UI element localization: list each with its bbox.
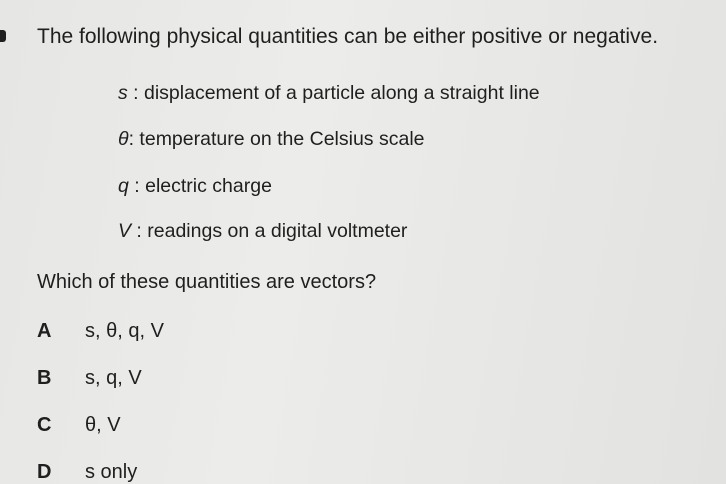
option-text: s only [85, 461, 138, 483]
definition-s [118, 82, 540, 105]
definition-symbol: s [118, 82, 128, 104]
option-letter: D [37, 461, 52, 483]
option-letter: B [37, 367, 52, 389]
question-prompt: Which of these quantities are vectors? [37, 271, 377, 293]
definition-text: : readings on a digital voltmeter [131, 220, 408, 242]
option-d[interactable] [37, 461, 137, 484]
definition-symbol: q [118, 175, 129, 197]
option-letter: C [37, 414, 52, 436]
definition-symbol: θ [118, 128, 129, 150]
option-text: θ, V [85, 414, 121, 436]
question-stem: The following physical quantities can be either positive or negative. [37, 25, 659, 48]
definition-theta [118, 128, 425, 151]
definition-v [118, 220, 407, 243]
definition-symbol: V [118, 220, 132, 242]
option-b[interactable] [37, 367, 142, 390]
definition-text: : displacement of a particle along a straight line [127, 82, 540, 104]
option-text: s, θ, q, V [85, 320, 164, 342]
option-a[interactable] [37, 320, 164, 343]
definition-q [118, 175, 272, 198]
option-letter: A [37, 320, 52, 342]
definition-text: : temperature on the Celsius scale [128, 128, 425, 150]
option-c[interactable] [37, 414, 121, 437]
option-text: s, q, V [85, 367, 142, 389]
definition-text: : electric charge [128, 175, 272, 197]
question-number-mark [0, 30, 6, 42]
